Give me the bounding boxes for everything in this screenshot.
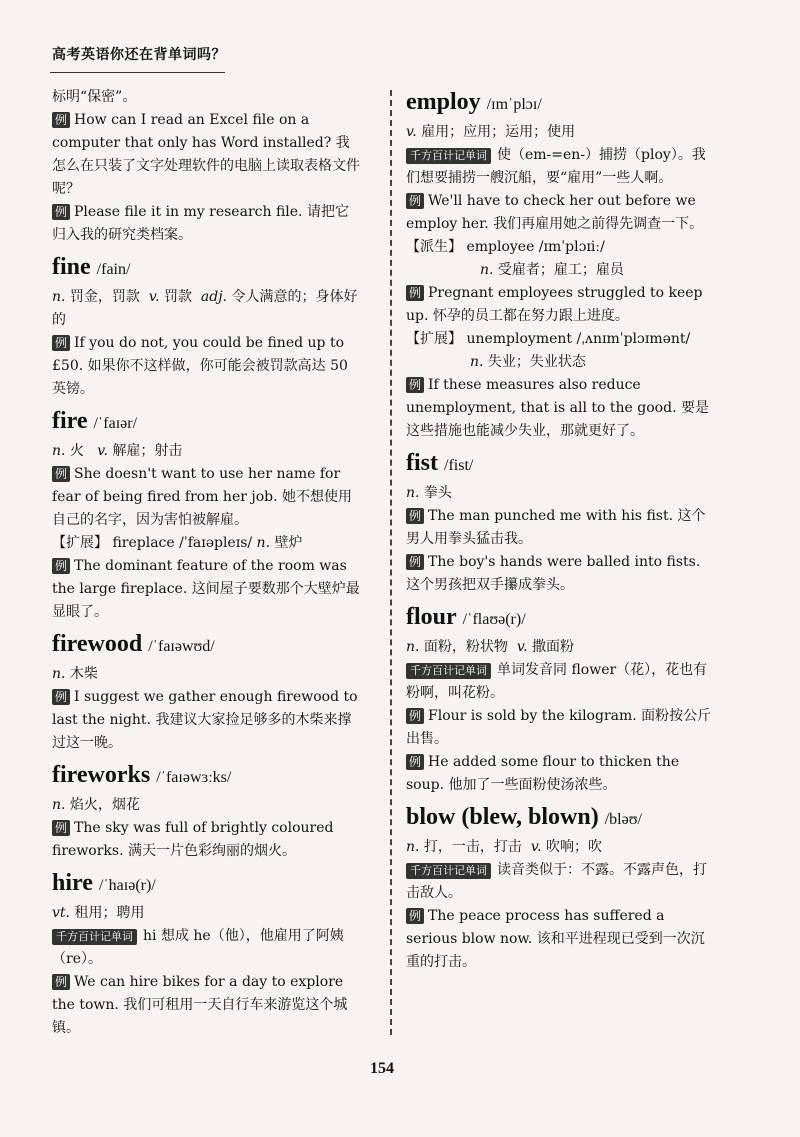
derivative-definition: n. 受雇者；雇工；雇员 (480, 262, 624, 278)
example: 例 The boy's hands were balled into fists. 这个男孩把双手攥成拳头。 (406, 554, 701, 593)
example: 例 Flour is sold by the kilogram. 面粉按公斤出售。 (406, 708, 712, 747)
example: 例 Please file it in my research file. 请把它归入我的研究类档案。 (52, 204, 349, 243)
headword-firewood: firewood /ˈfaɪəwʊd/ (52, 631, 215, 657)
memory-tip: 千方百计记单词 读音类似于：不露。不露声色，打击敌人。 (406, 862, 707, 901)
extension-definition: n. 失业；失业状态 (470, 354, 586, 370)
example: 例 The sky was full of brightly coloured fireworks. 满天一片色彩绚丽的烟火。 (52, 820, 334, 859)
example-badge: 例 (52, 974, 70, 990)
example: 例 I suggest we gather enough firewood to last the night. 我建议大家捡足够多的木柴来撑过这一晚。 (52, 689, 358, 751)
column-divider (390, 90, 392, 1035)
example: 例 Pregnant employees struggled to keep up. 怀孕的员工都在努力跟上进度。 (406, 285, 703, 324)
example: 例 If you do not, you could be fined up to £50. 如果你不这样做，你可能会被罚款高达 50 英镑。 (52, 335, 348, 397)
right-column (406, 86, 716, 974)
example-badge: 例 (52, 112, 70, 128)
example-badge: 例 (406, 285, 424, 301)
definition: n. 拳头 (406, 485, 452, 501)
example-badge: 例 (52, 335, 70, 351)
definition: n. 罚金，罚款 v. 罚款 adj. 令人满意的；身体好的 (52, 289, 358, 328)
definition: vt. 租用；聘用 (52, 905, 145, 921)
headword-fine: fine /fain/ (52, 254, 131, 280)
headword-flour: flour /ˈflaʊə(r)/ (406, 604, 526, 630)
memory-badge: 千方百计记单词 (406, 863, 491, 879)
example-badge: 例 (406, 508, 424, 524)
example-badge: 例 (406, 754, 424, 770)
example-badge: 例 (406, 377, 424, 393)
definition: n. 打，一击，打击 v. 吹响；吹 (406, 839, 602, 855)
memory-badge: 千方百计记单词 (52, 929, 137, 945)
running-header: 高考英语你还在背单词吗？ (52, 47, 226, 63)
example-badge: 例 (52, 689, 70, 705)
example-badge: 例 (406, 908, 424, 924)
example-badge: 例 (52, 466, 70, 482)
example-badge: 例 (52, 204, 70, 220)
headword-blow: blow (blew, blown) /bləʊ/ (406, 804, 642, 830)
example: 例 We can hire bikes for a day to explore the town. 我们可租用一天自行车来游览这个城镇。 (52, 974, 348, 1036)
example-badge: 例 (52, 820, 70, 836)
example: 例 She doesn't want to use her name for fear of being fired from her job. 她不想使用自己的名字，因为害怕被解雇。 (52, 466, 353, 528)
example: 例 He added some flour to thicken the soup. 他加了一些面粉使汤浓些。 (406, 754, 680, 793)
headword-fire: fire /ˈfaɪər/ (52, 408, 138, 434)
definition: n. 面粉，粉状物 v. 撒面粉 (406, 639, 574, 655)
page-number: 154 (370, 1060, 394, 1077)
left-column (52, 86, 362, 1040)
example: 例 If these measures also reduce unemployment, that is all to the good. 要是这些措施也能减少失业，那就更好了。 (406, 377, 709, 439)
example: 例 The man punched me with his fist. 这个男人用拳头猛击我。 (406, 508, 706, 547)
extension: 【扩展】 unemployment /ˌʌnɪmˈplɔɪmənt/ (406, 331, 691, 347)
headword-hire: hire /ˈhaɪə(r)/ (52, 870, 156, 896)
headword-employ: employ /ɪmˈplɔɪ/ (406, 89, 542, 115)
memory-badge: 千方百计记单词 (406, 663, 491, 679)
definition: n. 焰火，烟花 (52, 797, 140, 813)
definition: v. 雇用；应用；运用；使用 (406, 124, 576, 140)
example-badge: 例 (406, 193, 424, 209)
example: 例 How can I read an Excel file on a computer that only has Word installed? 我怎么在只装了文字处理软件的电脑上读取表格文件呢？ (52, 112, 360, 197)
definition: n. 火 v. 解雇；射击 (52, 443, 183, 459)
continued-text: 标明“保密”。 (52, 89, 137, 105)
extension: 【扩展】 fireplace /ˈfaɪəpleɪs/ n. 壁炉 (52, 535, 303, 551)
headword-fireworks: fireworks /ˈfaɪəwɜːks/ (52, 762, 232, 788)
memory-badge: 千方百计记单词 (406, 148, 491, 164)
example-badge: 例 (406, 708, 424, 724)
headword-fist: fist /fist/ (406, 450, 474, 476)
example: 例 The peace process has suffered a serious blow now. 该和平进程现已受到一次沉重的打击。 (406, 908, 705, 970)
example-badge: 例 (52, 558, 70, 574)
memory-tip: 千方百计记单词 使（em-=en-）捕捞（ploy）。我们想要捕捞一艘沉船，要“雇用”一些人啊。 (406, 147, 706, 186)
derivative: 【派生】 employee /ɪmˈplɔɪiː/ (406, 239, 605, 255)
memory-tip: 千方百计记单词 hi 想成 he（他），他雇用了阿姨（re）。 (52, 928, 344, 967)
example-badge: 例 (406, 554, 424, 570)
example: 例 The dominant feature of the room was the large fireplace. 这间屋子要数那个大壁炉最显眼了。 (52, 558, 360, 620)
example: 例 We'll have to check her out before we employ her. 我们再雇用她之前得先调查一下。 (406, 193, 704, 232)
memory-tip: 千方百计记单词 单词发音同 flower（花），花也有粉啊，叫花粉。 (406, 662, 708, 701)
definition: n. 木柴 (52, 666, 98, 682)
header-rule (50, 72, 225, 73)
